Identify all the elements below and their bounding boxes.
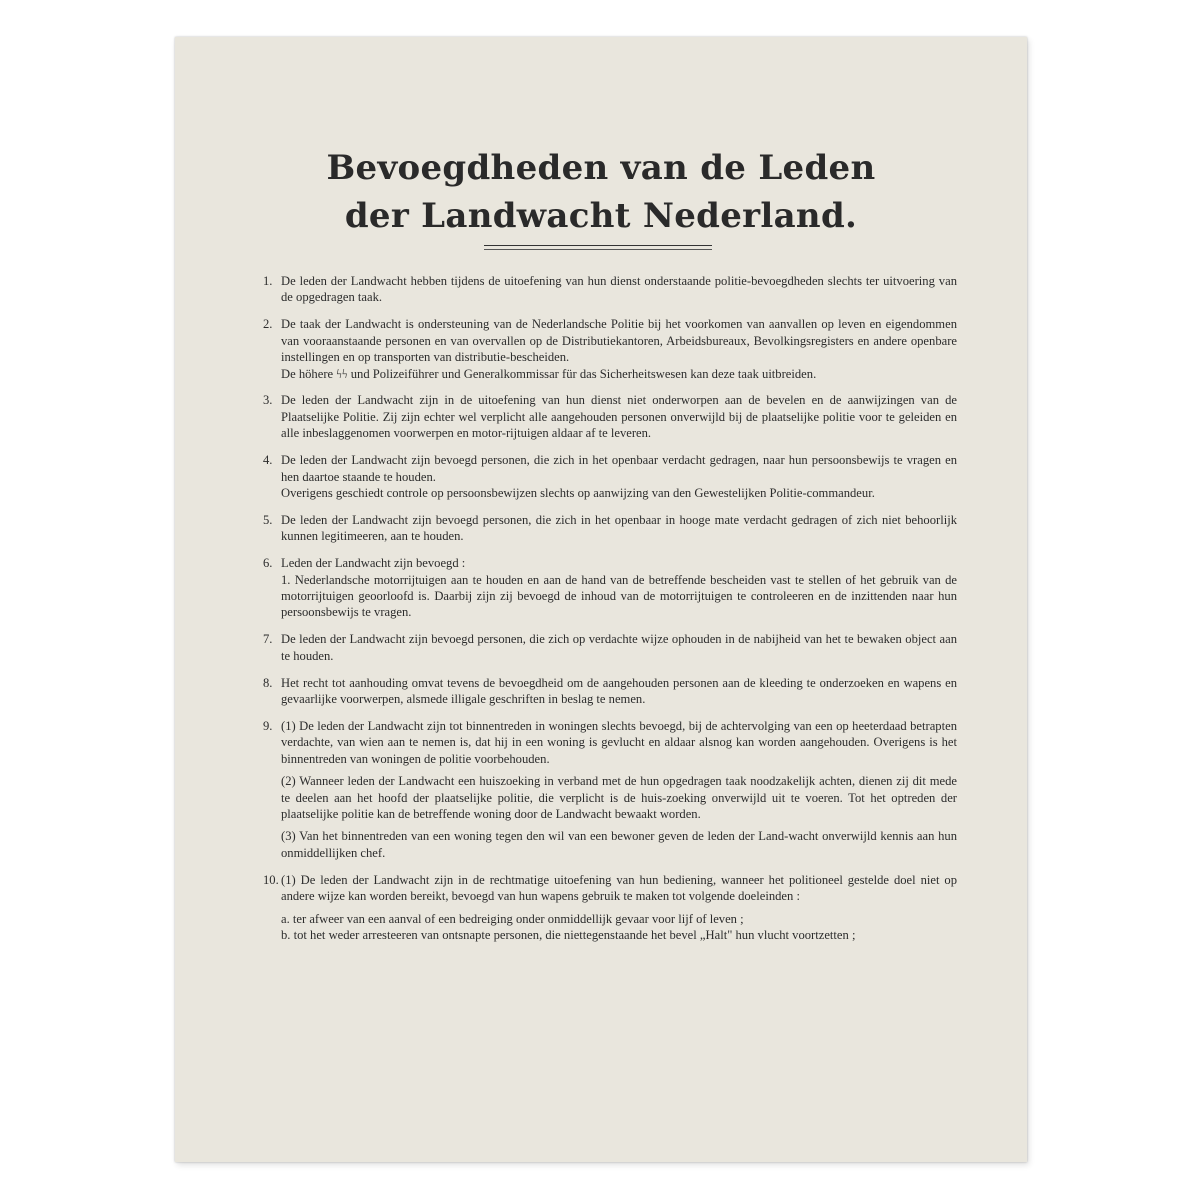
article-paragraph: De taak der Landwacht is ondersteuning van de Nederlandsche Politie bij het voorkomen van aanvallen op leven en eigendommen van vooraanstaande personen en van overvallen op de Distributiekantoren, Arbeidsbureaux, Bevolkingsregisters en andere openbare instellingen en op transporten van distributie-bescheiden.: [281, 317, 957, 365]
article-number: 6.: [263, 556, 273, 571]
article-subparagraph: (3) Van het binnentreden van een woning tegen den wil van een bewoner geven de leden der Land-wacht onverwijld kennis aan hun onmiddellijken chef.: [281, 829, 957, 860]
document-sheet: [175, 37, 1027, 1162]
article-subparagraph: 1. Nederlandsche motorrijtuigen aan te houden en aan de hand van de betreffende bescheiden vast te stellen of het gebruik van de motorrijtuigen geoorloofd is. Daarbij zijn zij bevoegd de inhoud van de motorrijtuigen te controleeren en de inzittenden naar hun persoonsbewijs te vragen.: [281, 572, 957, 620]
article-number: 5.: [263, 512, 273, 527]
document-body: [263, 273, 957, 954]
article-4: [263, 452, 957, 501]
article-paragraph: Het recht tot aanhouding omvat tevens de bevoegdheid om de aangehouden personen aan de kleeding te onderzoeken en wapens en gevaarlijke voorwerpen, alsmede illigale geschriften in beslag te nemen.: [281, 675, 957, 707]
article-5: [263, 512, 957, 545]
article-paragraph: De leden der Landwacht zijn bevoegd personen, die zich in het openbaar verdacht gedragen, naar hun persoonsbewijs te vragen en hen daartoe staande te houden.: [281, 453, 957, 484]
article-9: [263, 718, 957, 861]
document-title: [175, 144, 1027, 240]
article-number: 8.: [263, 675, 273, 690]
article-subparagraph: b. tot het weder arresteeren van ontsnapte personen, die niettegenstaande het bevel „Halt" hun vlucht voortzetten ;: [281, 927, 856, 942]
article-number: 3.: [263, 393, 273, 408]
article-number: 4.: [263, 453, 273, 468]
article-2: [263, 316, 957, 382]
article-10: [263, 872, 957, 944]
article-paragraph: Overigens geschiedt controle op persoonsbewijzen slechts op aanwijzing van den Gewestelijken Politie-commandeur.: [281, 485, 875, 500]
article-1: [263, 273, 957, 306]
article-number: 1.: [263, 274, 273, 288]
article-number: 10.: [263, 872, 279, 887]
article-subparagraph: a. ter afweer van een aanval of een bedreiging onder onmiddellijk gevaar voor lijf of leven ;: [281, 911, 744, 926]
title-line-2: der Landwacht Nederland.: [344, 196, 858, 236]
article-paragraph: (1) De leden der Landwacht zijn in de rechtmatige uitoefening van hun bediening, wanneer het politioneel gestelde doel niet op andere wijze kan worden bereikt, bevoegd van hun wapens gebruik te maken tot volgende doeleinden :: [281, 872, 957, 904]
article-paragraph: De leden der Landwacht zijn bevoegd personen, die zich in het openbaar in hooge mate verdacht gedragen of zich niet behoorlijk kunnen legitimeeren, aan te houden.: [281, 512, 957, 544]
article-paragraph: (1) De leden der Landwacht zijn tot binnentreden in woningen slechts bevoegd, bij de achtervolging van een op heeterdaad betrapten verdachte, van wien aan te nemen is, dat hij in een woning is gevlucht en aldaar alsnog kan worden aangehouden. Overigens is het binnentreden van woningen de politie voorbehouden.: [281, 718, 957, 766]
article-number: 9.: [263, 718, 273, 733]
article-paragraph: Leden der Landwacht zijn bevoegd :: [281, 556, 466, 571]
article-paragraph: De leden der Landwacht hebben tijdens de uitoefening van hun dienst onderstaande politie-bevoegdheden slechts ter uitvoering van de opgedragen taak.: [281, 274, 957, 305]
article-3: [263, 392, 957, 441]
article-number: 2.: [263, 317, 273, 332]
article-subparagraph: (2) Wanneer leden der Landwacht een huiszoeking in verband met de hun opgedragen taak noodzakelijk achten, dienen zij dit mede te deelen aan het hoofd der plaatselijke politie, die verplicht is de huis-zoeking onverwijld uit te voeren. Tot het optreden der plaatselijke politie kan de betreffende woning door de Landwacht bewaakt worden.: [281, 774, 957, 821]
article-number: 7.: [263, 632, 273, 647]
article-paragraph: De leden der Landwacht zijn in de uitoefening van hun dienst niet onderworpen aan de bevelen en de aanwijzingen van de Plaatselijke Politie. Zij zijn echter wel verplicht alle aangehouden personen onverwijld bij de plaatselijke politie voor te geleiden en alle inbeslaggenomen voorwerpen en motor-rijtuigen aldaar af te leveren.: [281, 393, 957, 441]
article-paragraph: De höhere ϟϟ und Polizeiführer und Generalkommissar für das Sicherheitswesen kan deze taak uitbreiden.: [281, 366, 817, 381]
title-line-1: Bevoegdheden van de Leden: [326, 148, 876, 188]
article-6: [263, 555, 957, 621]
article-7: [263, 631, 957, 664]
article-8: [263, 675, 957, 708]
title-divider: [484, 245, 712, 250]
article-paragraph: De leden der Landwacht zijn bevoegd personen, die zich op verdachte wijze ophouden in de nabijheid van het te bewaken object aan te houden.: [281, 632, 957, 663]
